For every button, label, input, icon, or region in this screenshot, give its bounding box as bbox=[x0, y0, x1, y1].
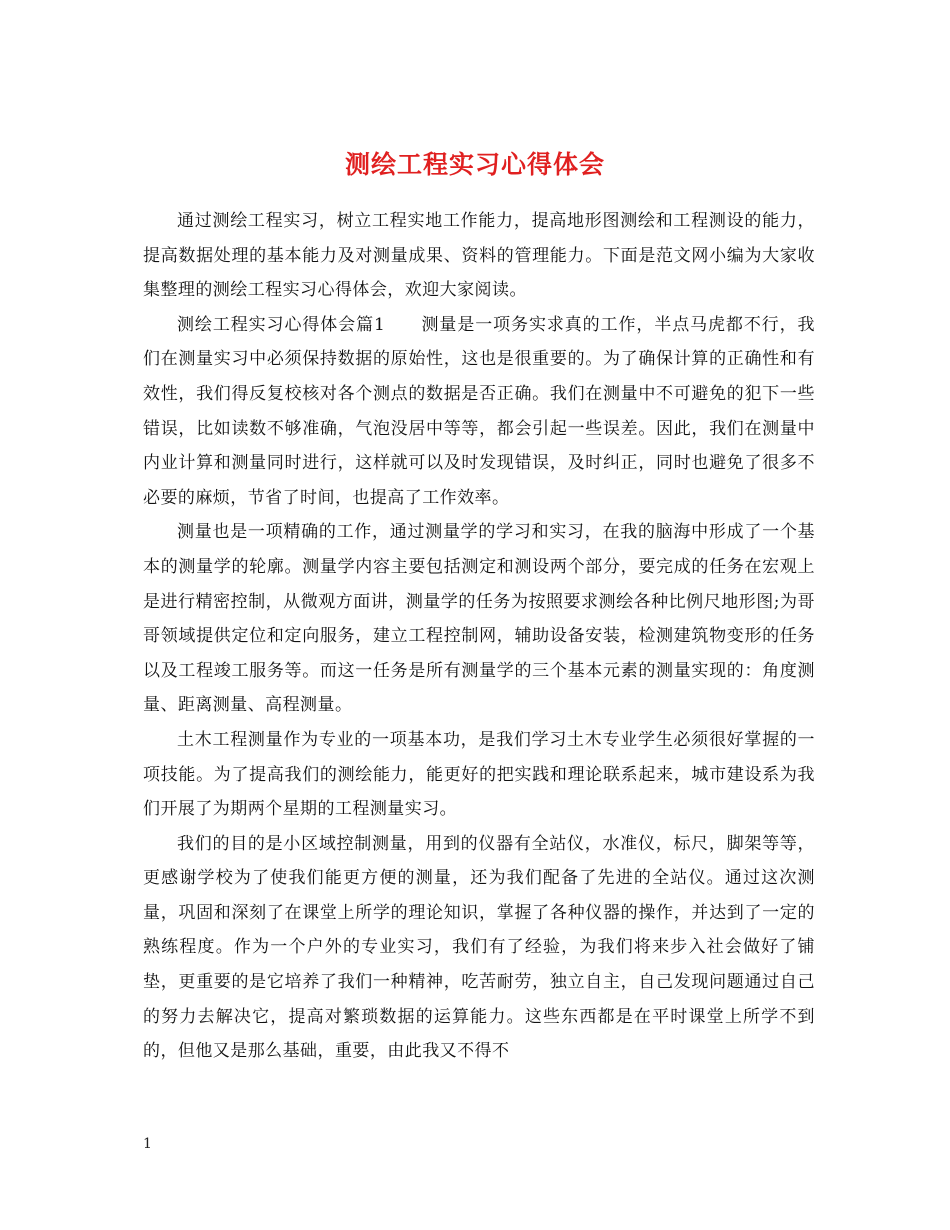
paragraph-part-1: 测绘工程实习心得体会篇1 测量是一项务实求真的工作，半点马虎都不行，我们在测量实习中必须保持数据的原始性，这也是很重要的。为了确保计算的正确性和有效性，我们得反复校核对各个测点的数据是否正确。我们在测量中不可避免的犯下一些错误，比如读数不够准确，气泡没居中等等，都会引起一些误差。因此，我们在测量中内业计算和测量同时进行，这样就可以及时发现错误，及时纠正，同时也避免了很多不必要的麻烦，节省了时间，也提高了工作效率。 bbox=[143, 314, 815, 508]
paragraph-civil-engineering: 土木工程测量作为专业的一项基本功，是我们学习土木专业学生必须很好掌握的一项技能。为了提高我们的测绘能力，能更好的把实践和理论联系起来，城市建设系为我们开展了为期两个星期的工程测量实习。 bbox=[143, 729, 815, 820]
paragraph-survey-precision: 测量也是一项精确的工作，通过测量学的学习和实习，在我的脑海中形成了一个基本的测量学的轮廓。测量学内容主要包括测定和测设两个部分，要完成的任务在宏观上是进行精密控制，从微观方面讲，测量学的任务为按照要求测绘各种比例尺地形图;为哥哥领域提供定位和定向服务，建立工程控制网，辅助设备安装，检测建筑物变形的任务以及工程竣工服务等。而这一任务是所有测量学的三个基本元素的测量实现的：角度测量、距离测量、高程测量。 bbox=[143, 522, 815, 716]
page-number: 1 bbox=[143, 1136, 152, 1152]
document-title: 测绘工程实习心得体会 bbox=[344, 149, 605, 179]
document-body bbox=[143, 204, 815, 1069]
paragraph-practice-goals: 我们的目的是小区域控制测量，用到的仪器有全站仪，水准仪，标尺，脚架等等，更感谢学校为了使我们能更方便的测量，还为我们配备了先进的全站仪。通过这次测量，巩固和深刻了在课堂上所学的理论知识，掌握了各种仪器的操作，并达到了一定的熟练程度。作为一个户外的专业实习，我们有了经验，为我们将来步入社会做好了铺垫，更重要的是它培养了我们一种精神，吃苦耐劳，独立自主，自己发现问题通过自己的努力去解决它，提高对繁琐数据的运算能力。这些东西都是在平时课堂上所学不到的，但他又是那么基础，重要，由此我又不得不 bbox=[143, 833, 815, 1062]
paragraph-intro: 通过测绘工程实习，树立工程实地工作能力，提高地形图测绘和工程测设的能力，提高数据处理的基本能力及对测量成果、资料的管理能力。下面是范文网小编为大家收集整理的测绘工程实习心得体会，欢迎大家阅读。 bbox=[143, 211, 815, 301]
